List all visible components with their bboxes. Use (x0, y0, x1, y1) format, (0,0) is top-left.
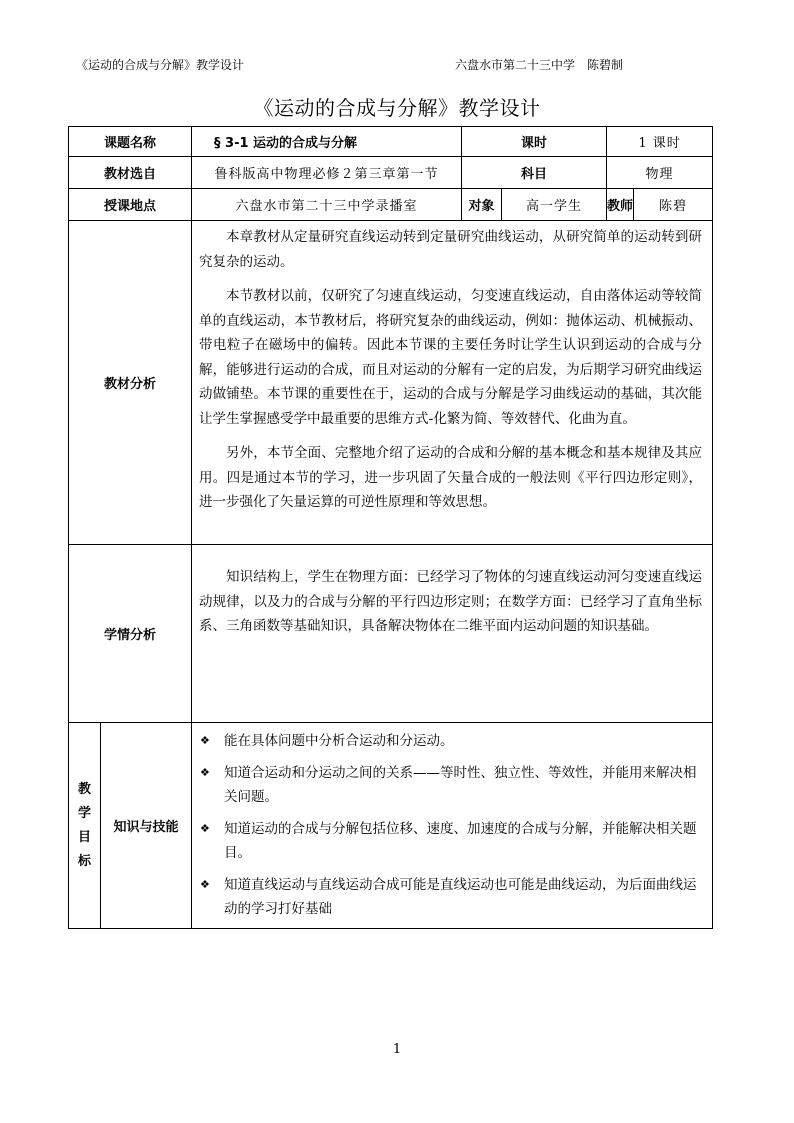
row-goals (69, 723, 713, 929)
textbook-analysis-paragraph: 本节教材以前，仅研究了匀速直线运动，匀变速直线运动，自由落体运动等较简单的直线运动，本节教材后，将研究复杂的曲线运动，例如：抛体运动、机械振动、带电粒子在磁场中的偏转。因此本节课的主要任务时让学生认识到运动的合成与分解，能够进行运动的合成，而且对运动的分解有一定的启发，为后期学习研究曲线运动做铺垫。本节课的重要性在于，运动的合成与分解是学习曲线运动的基础，其次能让学生掌握感受学中最重要的思维方式-化繁为简、等效替代、化曲为直。 (199, 288, 703, 427)
subject-label: 科目 (462, 157, 607, 189)
row-student-analysis (69, 545, 713, 723)
diamond-bullet-icon: ❖ (200, 878, 210, 891)
textbook-analysis-paragraph: 另外，本节全面、完整地介绍了运动的合成和分解的基本概念和基本规律及其应用。四是通过本节的学习，进一步巩固了矢量合成的一般法则《平行四边形定则》，进一步强化了矢量运算的可逆性原理和等效思想。 (199, 445, 703, 510)
goals-content (192, 723, 713, 929)
list-item (200, 761, 704, 809)
textbook-analysis-content (192, 221, 713, 545)
diamond-bullet-icon: ❖ (200, 734, 210, 747)
teacher-label: 教师 (607, 189, 634, 221)
header-school-author (455, 56, 623, 73)
row-topic (69, 127, 713, 157)
diamond-bullet-icon: ❖ (200, 822, 210, 835)
list-item (200, 817, 704, 865)
page-title: 《运动的合成与分解》教学设计 (253, 96, 541, 120)
period-label: 课时 (462, 127, 607, 157)
textbook-analysis-paragraph: 本章教材从定量研究直线运动转到定量研究曲线运动，从研究简单的运动转到研究复杂的运动。 (199, 229, 703, 270)
audience-value: 高一学生 (502, 189, 607, 221)
goal-text: 能在具体问题中分析合运动和分运动。 (224, 733, 454, 749)
textbook-value: 鲁科版高中物理必修２第三章第一节 (192, 157, 462, 189)
goals-list (192, 723, 712, 927)
topic-label: 课题名称 (69, 127, 192, 157)
period-value: 1 课时 (607, 127, 713, 157)
goal-text: 知道合运动和分运动之间的关系——等时性、独立性、等效性，并能用来解决相关问题。 (224, 765, 697, 805)
goals-char: 标 (77, 853, 91, 869)
row-textbook (69, 157, 713, 189)
student-analysis-label: 学情分析 (69, 545, 192, 723)
textbook-analysis-label: 教材分析 (69, 221, 192, 545)
goals-label (69, 723, 101, 929)
teacher-value: 陈碧 (634, 189, 713, 221)
place-label: 授课地点 (69, 189, 192, 221)
audience-label: 对象 (462, 189, 502, 221)
goals-char: 目 (77, 829, 91, 845)
header-left-title: 《运动的合成与分解》教学设计 (76, 58, 245, 72)
subject-value: 物理 (607, 157, 713, 189)
goal-text: 知道直线运动与直线运动合成可能是直线运动也可能是曲线运动，为后面曲线运动的学习打好基础 (224, 877, 697, 917)
student-analysis-paragraph: 知识结构上，学生在物理方面：已经学习了物体的匀速直线运动河匀变速直线运动规律，以及力的合成与分解的平行四边形定则；在数学方面：已经学习了直角坐标系、三角函数等基础知识，具备解决物体在二维平面内运动问题的知识基础。 (199, 569, 703, 634)
list-item (200, 729, 704, 753)
diamond-bullet-icon: ❖ (200, 766, 210, 779)
row-place (69, 189, 713, 221)
list-item (200, 873, 704, 921)
page-number: 1 (392, 1042, 402, 1057)
goals-char: 教 (77, 781, 91, 797)
topic-value: § 3-1 运动的合成与分解 (192, 127, 462, 157)
student-analysis-content (192, 545, 713, 723)
row-textbook-analysis (69, 221, 713, 545)
header-school: 六盘水市第二十三中学 (455, 58, 576, 72)
place-value: 六盘水市第二十三中学录播室 (192, 189, 462, 221)
knowledge-skills-label: 知识与技能 (101, 723, 192, 929)
header-author: 陈碧制 (587, 58, 624, 72)
goal-text: 知道运动的合成与分解包括位移、速度、加速度的合成与分解，并能解决相关题目。 (224, 821, 697, 861)
lesson-plan-table (68, 126, 713, 929)
goals-char: 学 (77, 805, 91, 821)
textbook-label: 教材选自 (69, 157, 192, 189)
